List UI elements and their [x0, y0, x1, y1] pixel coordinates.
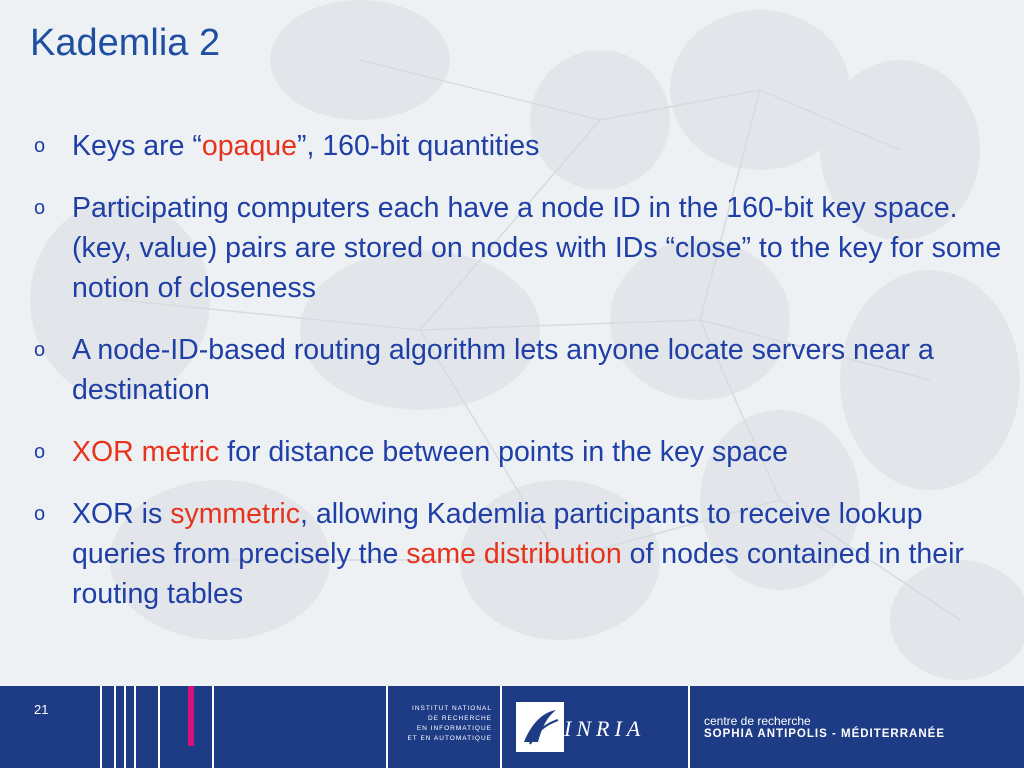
bullet-marker: o	[34, 339, 46, 361]
bullet-list	[34, 126, 1009, 636]
bullet-item: o XOR metric for distance between points in the key space	[34, 432, 1009, 472]
inria-logo	[506, 686, 686, 768]
highlight-text: XOR metric	[72, 436, 220, 468]
bullet-item: o XOR is symmetric, allowing Kademlia participants to receive lookup queries from precisely the same distribution of nodes contained in their routing tables	[34, 494, 1009, 614]
bullet-marker: o	[34, 441, 46, 463]
inria-emblem-icon	[516, 702, 564, 752]
accent-bar	[188, 686, 194, 746]
highlight-text: opaque	[201, 130, 297, 162]
institut-text: INSTITUT NATIONAL DE RECHERCHE EN INFORMATIQUE ET EN AUTOMATIQUE	[407, 705, 492, 742]
bullet-item: o A node-ID-based routing algorithm lets anyone locate servers near a destination	[34, 330, 1009, 410]
highlight-text: symmetric	[170, 498, 301, 530]
centre-name: SOPHIA ANTIPOLIS - MÉDITERRANÉE	[704, 728, 945, 740]
bullet-item: o Keys are “opaque”, 160-bit quantities	[34, 126, 1009, 166]
inria-wordmark: INRIA	[564, 716, 646, 741]
bullet-item: o Participating computers each have a node ID in the 160-bit key space. (key, value) pairs are stored on nodes with IDs “close” to the key for some notion of closeness	[34, 188, 1009, 308]
bullet-marker: o	[34, 503, 46, 525]
highlight-text: same distribution	[406, 538, 622, 570]
page-number: 21	[34, 702, 49, 717]
centre-label: centre de recherche	[704, 714, 811, 728]
slide-title: Kademlia 2	[30, 22, 221, 64]
footer-bar	[0, 686, 1024, 768]
bullet-marker: o	[34, 135, 46, 157]
bullet-marker: o	[34, 197, 46, 219]
